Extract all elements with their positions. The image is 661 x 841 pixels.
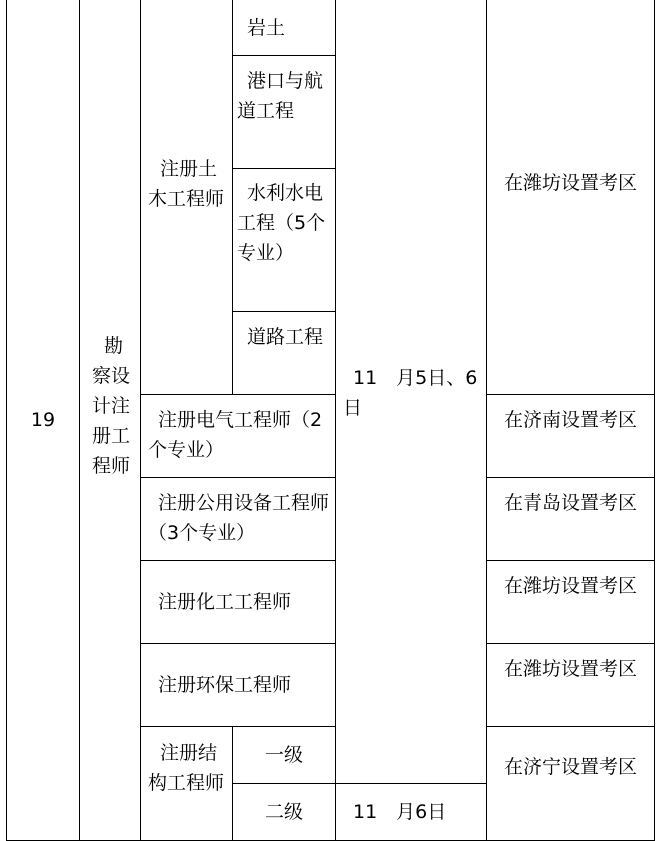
major-road: 道路工程 xyxy=(247,326,324,348)
environmental-exam-location: 在潍坊设置考区 xyxy=(504,658,638,680)
category-label: 勘察设计注册工程师 xyxy=(92,335,131,477)
major-geotechnical: 岩土 xyxy=(247,17,286,39)
structural-grade-2: 二级 xyxy=(264,801,303,823)
row-number: 19 xyxy=(30,409,56,431)
structural-exam-location: 在济宁设置考区 xyxy=(504,756,638,778)
category-cell xyxy=(92,331,132,481)
exam-date-main: 11 月5日、6日 xyxy=(343,367,478,419)
exam-date-grade-2: 11 月6日 xyxy=(353,801,447,823)
electrical-engineer-label: 注册电气工程师（2个专业） xyxy=(148,409,323,461)
major-port-waterway: 港口与航道工程 xyxy=(237,70,324,122)
chemical-exam-location: 在潍坊设置考区 xyxy=(504,575,638,597)
utility-exam-location: 在青岛设置考区 xyxy=(504,492,638,514)
utility-engineer-label: 注册公用设备工程师（3个专业） xyxy=(148,492,330,544)
chemical-engineer-label: 注册化工工程师 xyxy=(158,591,292,613)
electrical-exam-location: 在济南设置考区 xyxy=(504,409,638,431)
civil-engineer-label: 注册土木工程师 xyxy=(148,158,225,210)
major-hydropower: 水利水电工程（5个专业） xyxy=(237,182,326,264)
structural-engineer-label: 注册结构工程师 xyxy=(148,742,225,794)
environmental-engineer-label: 注册环保工程师 xyxy=(158,674,292,696)
structural-grade-1: 一级 xyxy=(264,744,303,766)
civil-exam-location: 在潍坊设置考区 xyxy=(504,172,638,194)
